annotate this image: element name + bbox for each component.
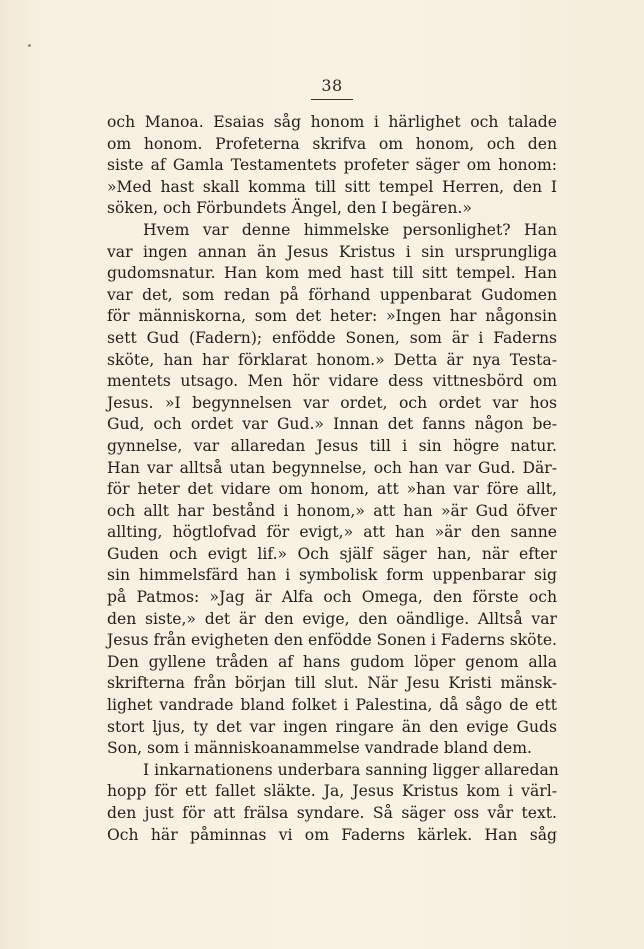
text-line: var ingen annan än Jesus Kristus i sin ursprungliga: [107, 242, 557, 261]
text-line: Son, som i människoanammelse vandrade bland dem.: [107, 739, 532, 758]
text-line: lighet vandrade bland folket i Palestina, då sågo de ett: [107, 696, 557, 715]
text-line: gynnelse, var allaredan Jesus till i sin högre natur.: [107, 436, 557, 455]
text-line: mentets utsago. Men hör vidare dess vittnesbörd om: [107, 372, 557, 391]
text-line: skrifterna från början till slut. När Jesu Kristi mänsk-: [107, 674, 557, 693]
text-line: allting, högtlofvad för evigt,» att han »är den sanne: [107, 523, 557, 542]
body-text: [107, 112, 557, 846]
text-line: söken, och Förbundets Ängel, den I begären.»: [107, 199, 472, 218]
text-line: och allt har bestånd i honom,» att han »är Gud öfver: [107, 501, 557, 520]
text-line: sett Gud (Fadern); enfödde Sonen, som är i Faderns: [107, 328, 557, 347]
text-line: för människorna, som det heter: »Ingen har någonsin: [107, 307, 557, 326]
paper-speck: [28, 44, 31, 47]
text-line: Gud, och ordet var Gud.» Innan det fanns någon be-: [107, 415, 557, 434]
text-line: om honom. Profeterna skrifva om honom, och den: [107, 134, 557, 153]
text-line: sin himmelsfärd han i symbolisk form uppenbarar sig: [107, 566, 557, 585]
text-line: Han var alltså utan begynnelse, och han var Gud. Där-: [107, 458, 557, 477]
page-number: 38: [321, 76, 343, 95]
text-line: var det, som redan på förhand uppenbarat Gudomen: [107, 285, 557, 304]
text-line: Och här påminnas vi om Faderns kärlek. Han såg: [107, 825, 557, 844]
text-line: gudomsnatur. Han kom med hast till sitt tempel. Han: [107, 264, 557, 283]
text-line: på Patmos: »Jag är Alfa och Omega, den förste och: [107, 588, 557, 607]
text-line: och Manoa. Esaias såg honom i härlighet och talade: [107, 113, 557, 131]
text-line: stort ljus, ty det var ingen ringare än den evige Guds: [107, 717, 557, 736]
text-line: Jesus. »I begynnelsen var ordet, och ordet var hos: [107, 393, 557, 412]
text-line: siste af Gamla Testamentets profeter säger om honom:: [107, 156, 557, 175]
text-line: »Med hast skall komma till sitt tempel Herren, den I: [107, 177, 557, 196]
text-line: Den gyllene tråden af hans gudom löper genom alla: [107, 652, 557, 671]
text-line: sköte, han har förklarat honom.» Detta är nya Testa-: [107, 350, 557, 369]
text-line: Jesus från evigheten den enfödde Sonen i Faderns sköte.: [107, 631, 557, 650]
text-line: den siste,» det är den evige, den oändlige. Alltså var: [107, 609, 557, 628]
text-line: Guden och evigt lif.» Och själf säger han, när efter: [107, 544, 557, 563]
text-line: den just för att frälsa syndare. Så säger oss vår text.: [107, 804, 557, 822]
text-line: hopp för ett fallet släkte. Ja, Jesus Kristus kom i värl-: [107, 782, 557, 801]
text-line: I inkarnationens underbara sanning ligger allaredan: [143, 760, 559, 779]
page-number-rule: [311, 99, 353, 100]
text-line: för heter det vidare om honom, att »han var före allt,: [107, 480, 557, 499]
text-line: Hvem var denne himmelske personlighet? Han: [143, 220, 557, 239]
